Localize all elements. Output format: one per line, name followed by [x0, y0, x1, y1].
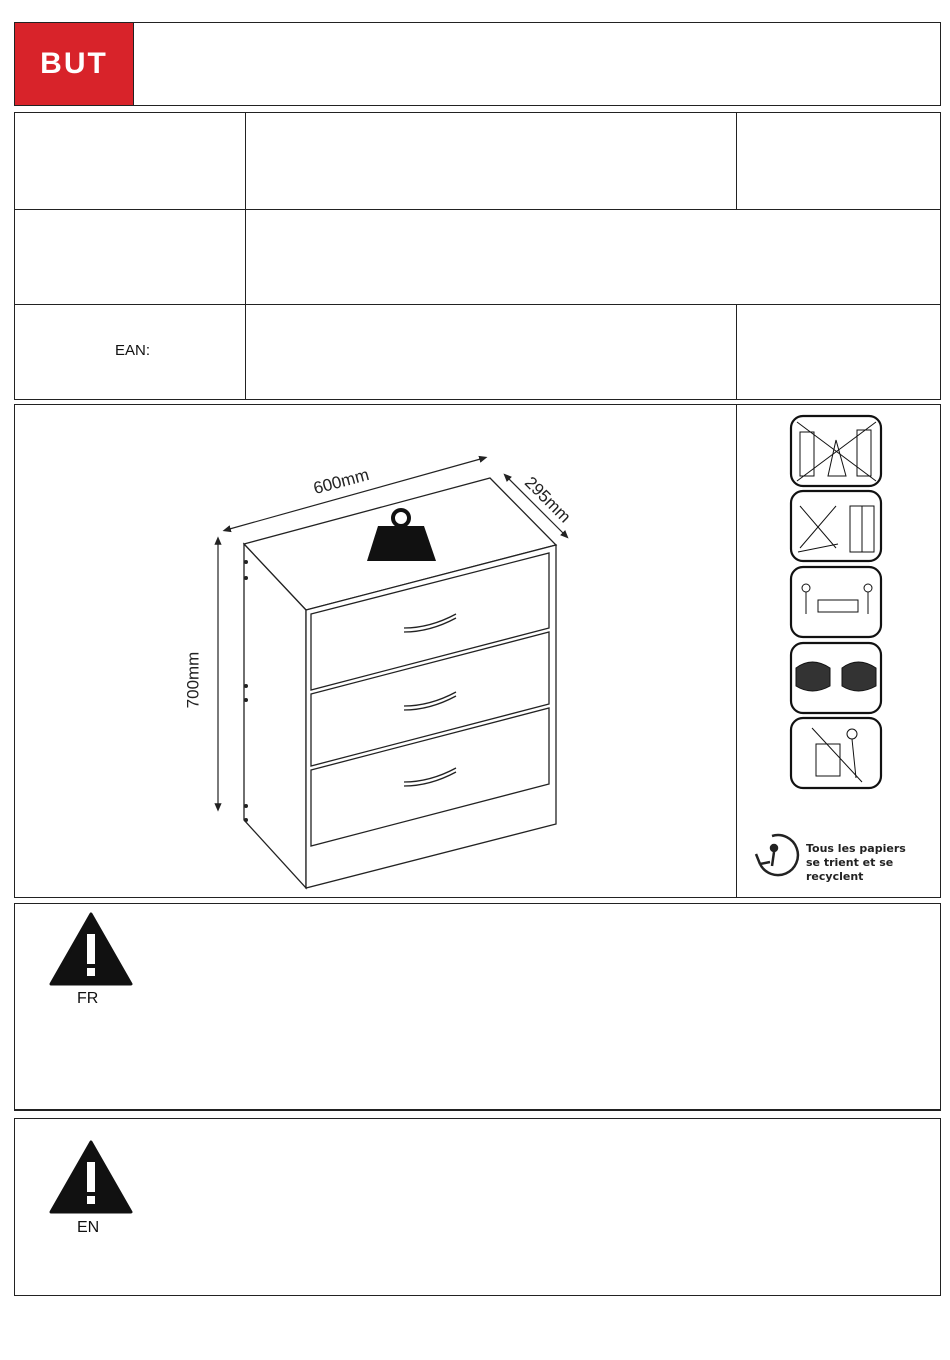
recycle-line-1: Tous les papiers: [806, 842, 906, 855]
depth-dimension-label: 295mm: [520, 472, 575, 527]
height-dimension-label: 700mm: [183, 651, 203, 709]
warning-en-section: [14, 1118, 941, 1296]
brand-logo: BUT: [15, 23, 133, 105]
ean-label: EAN:: [115, 342, 151, 359]
warning-en-icon: [49, 1140, 133, 1216]
recycle-notice: [806, 842, 950, 884]
warning-fr-section: [14, 903, 941, 1110]
warning-fr-icon: [49, 912, 133, 988]
recycle-logo-icon: [756, 835, 798, 875]
do-not-discard-icon: [791, 718, 881, 788]
width-dimension-label: 600mm: [311, 465, 372, 499]
recycle-line-2: se trient et se recyclent: [806, 856, 894, 883]
warning-en-label: EN: [77, 1219, 100, 1236]
warning-fr-label: FR: [77, 990, 99, 1007]
section-divider: [14, 1110, 941, 1111]
